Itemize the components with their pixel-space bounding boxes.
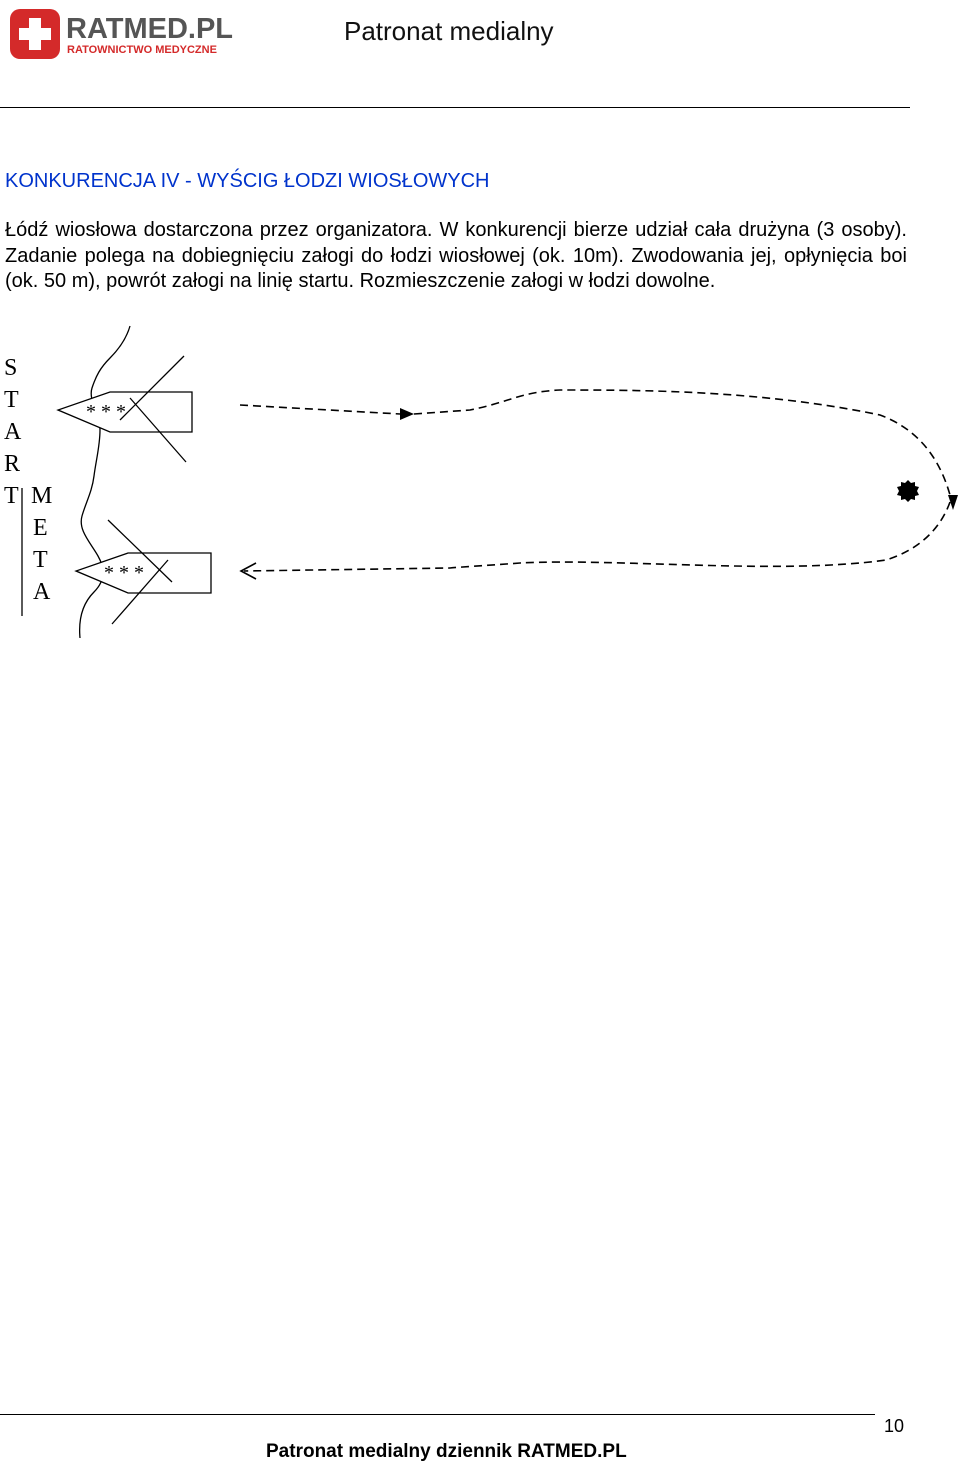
start-label	[4, 355, 22, 509]
finish-label	[31, 483, 52, 605]
section-heading: KONKURENCJA IV - WYŚCIG ŁODZI WIOSŁOWYCH	[5, 170, 490, 192]
competition-description: Łódź wiosłowa dostarczona przez organizatora. W konkurencji bierze udział cała drużyna (3 osoby). Zadanie polega na dobiegnięciu załogi do łodzi wiosłowej (ok. 10m). Zwodowania jej, opłynięcia boi (ok. 50 m), powrót załogi na linię startu. Rozmieszczenie załogi w łodzi dowolne.	[5, 219, 907, 292]
footer-divider	[0, 1414, 875, 1415]
logo-brand: RATMED.PL	[66, 13, 234, 45]
header-title: Patronat medialny	[344, 16, 554, 46]
ratmed-logo	[8, 6, 248, 62]
finish-letter: M	[31, 483, 53, 509]
boat-return	[76, 520, 211, 624]
course-path-return	[244, 502, 950, 571]
page-number: 10	[884, 1416, 905, 1436]
finish-letter: A	[33, 579, 51, 605]
start-letter: R	[4, 451, 21, 477]
buoy-icon	[897, 480, 919, 502]
start-letter: T	[4, 483, 19, 509]
race-course-diagram	[0, 320, 960, 650]
footer-text: Patronat medialny dziennik RATMED.PL	[266, 1441, 627, 1462]
boat-crew: * * *	[86, 401, 126, 423]
boat-outbound	[58, 356, 192, 462]
finish-letter: E	[33, 515, 48, 541]
course-path	[240, 390, 950, 495]
boat-crew: * * *	[104, 562, 144, 584]
finish-letter: T	[33, 547, 48, 573]
start-letter: A	[4, 419, 22, 445]
arrow-right-icon	[400, 408, 414, 420]
logo-tagline: RATOWNICTWO MEDYCZNE	[67, 44, 217, 56]
header-divider	[0, 107, 910, 108]
start-letter: S	[4, 355, 18, 381]
start-letter: T	[4, 387, 19, 413]
